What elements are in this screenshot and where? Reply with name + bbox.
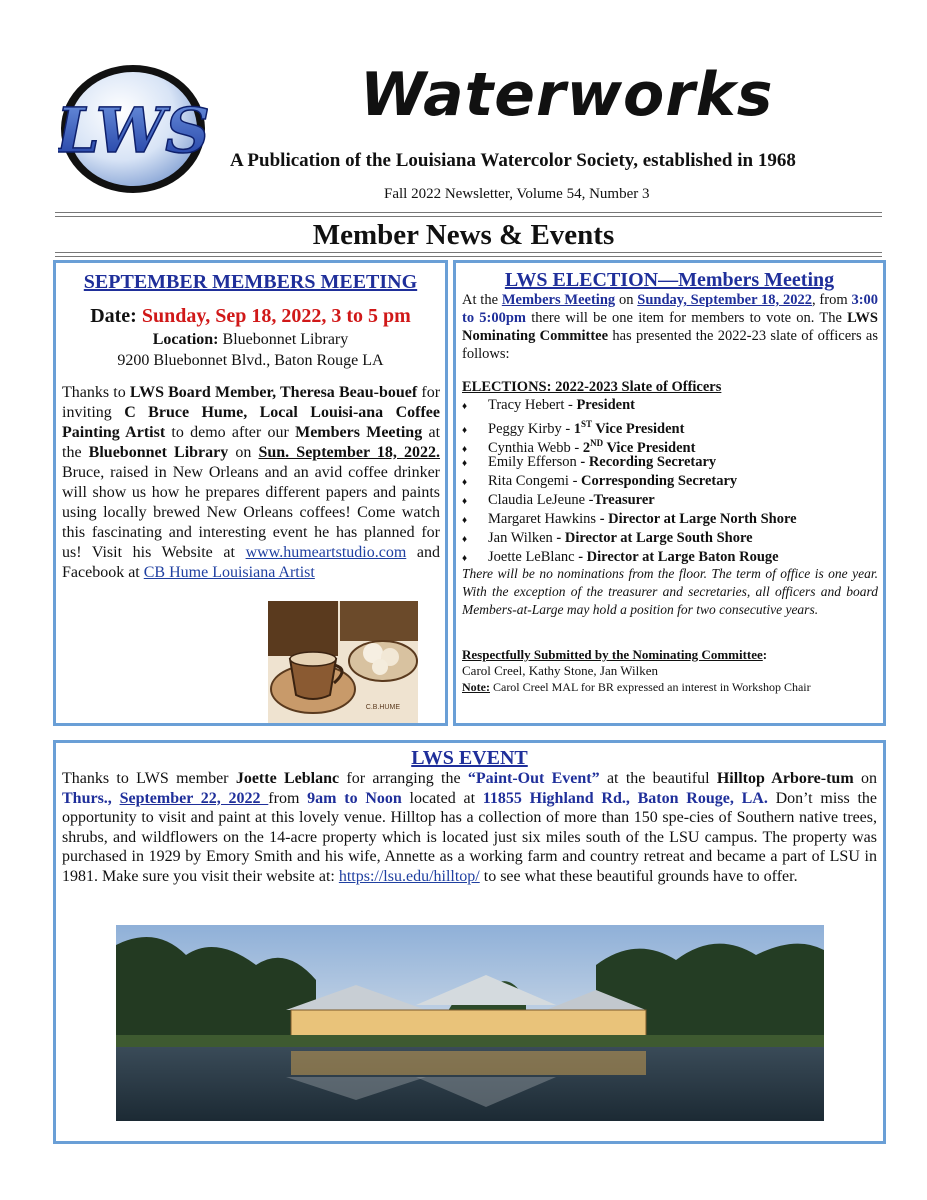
- election-title: LWS ELECTION—Members Meeting: [504, 269, 835, 291]
- meeting-date: [56, 305, 445, 328]
- header-divider: [55, 212, 882, 213]
- lws-logo: [58, 62, 208, 196]
- section-divider: [55, 256, 882, 257]
- lws-event-box: [53, 740, 886, 1144]
- diamond-bullet-icon: ♦: [462, 424, 468, 436]
- list-item: ♦ Rita Congemi - Corresponding Secretary: [462, 472, 878, 491]
- september-meeting-box: [53, 260, 448, 726]
- location-address: 9200 Bluebonnet Blvd., Baton Rouge LA: [117, 352, 384, 369]
- section-divider: [55, 252, 882, 253]
- committee-members: Carol Creel, Kathy Stone, Jan Wilken: [462, 663, 659, 678]
- date-value: Sunday, Sep 18, 2022, 3 to 5 pm: [141, 305, 411, 327]
- masthead-title: Waterworks: [360, 60, 774, 130]
- event-title: LWS EVENT: [411, 747, 528, 769]
- officer-list: [462, 396, 878, 567]
- header-divider: [55, 216, 882, 217]
- hume-facebook-link[interactable]: CB Hume Louisiana Artist: [143, 564, 315, 581]
- list-item: ♦ Joette LeBlanc - Director at Large Baton Rouge: [462, 548, 878, 567]
- painting-signature: C.B.HUME: [365, 704, 400, 711]
- diamond-bullet-icon: ♦: [462, 515, 468, 526]
- list-item: ♦ Margaret Hawkins - Director at Large North Shore: [462, 510, 878, 529]
- list-item: ♦ Cynthia Webb - 2ND Vice President: [462, 434, 878, 453]
- list-item: ♦ Jan Wilken - Director at Large South Shore: [462, 529, 878, 548]
- date-label: Date:: [90, 305, 142, 327]
- logo-text: LWS: [58, 94, 208, 167]
- nominating-committee: Respectfully Submitted by the Nominating Committee: Carol Creel, Kathy Stone, Jan Wilken Note: Carol Creel MAL for BR expressed an interest in Workshop Chair: [462, 647, 811, 694]
- event-date-link[interactable]: September 22, 2022: [119, 789, 269, 807]
- hilltop-website-link[interactable]: https://lsu.edu/hilltop/: [338, 867, 480, 885]
- list-item: ♦ Tracy Hebert - President: [462, 396, 878, 415]
- september-meeting-title: SEPTEMBER MEMBERS MEETING: [83, 271, 418, 293]
- diamond-bullet-icon: ♦: [462, 477, 468, 488]
- diamond-bullet-icon: ♦: [462, 458, 468, 469]
- section-title: Member News & Events: [312, 219, 615, 251]
- meeting-location: [56, 329, 445, 371]
- issue-info: Fall 2022 Newsletter, Volume 54, Number 3: [384, 186, 650, 202]
- publication-subtitle: A Publication of the Louisiana Watercolor Society, established in 1968: [230, 150, 796, 171]
- election-intro: At the Members Meeting on Sunday, September 18, 2022, from 3:00 to 5:00pm there will be one item for members to vote on. The LWS Nominating Committee has presented the 2022-23 slate of officers as follows:: [462, 292, 879, 362]
- diamond-bullet-icon: ♦: [462, 443, 468, 455]
- submitted-heading: Respectfully Submitted by the Nominating Committee: [462, 647, 763, 662]
- diamond-bullet-icon: ♦: [462, 534, 468, 545]
- list-item: ♦ Peggy Kirby - 1ST Vice President: [462, 415, 878, 434]
- meeting-description: Thanks to LWS Board Member, Theresa Beau-bouef for inviting C Bruce Hume, Local Louisi-ana Coffee Painting Artist to demo after our Members Meeting at the Bluebonnet Library on Sun. September 18, 2022. Bruce, raised in New Orleans and an avid coffee drinker will show us how he prepares different papers and paints using locally brewed New Orleans coffees! Come watch this fascinating and interesting event he has planned for us! Visit his Website at www.humeartstudio.com and Facebook at CB Hume Louisiana Artist: [62, 384, 441, 581]
- slate-heading: ELECTIONS: 2022-2023 Slate of Officers: [462, 379, 722, 395]
- list-item: ♦ Emily Efferson - Recording Secretary: [462, 453, 878, 472]
- note-label: Note:: [462, 680, 490, 694]
- diamond-bullet-icon: ♦: [462, 496, 468, 507]
- event-description: Thanks to LWS member Joette Leblanc for arranging the “Paint-Out Event” at the beautiful Hilltop Arbore-tum on Thurs., September 22, 2022 from 9am to Noon located at 11855 Highland Rd., Baton Rouge, LA. Don’t miss the opportunity to visit and paint at this lovely venue. Hilltop has a collection of more than 150 spe-cies of Southern native trees, shrubs, and wildflowers on the 14-acre property which is located just six miles south of the LSU campus. The property was purchased in 1929 by Emory Smith and his wife, Annette as a working farm and country retreat and became a part of LSU in 1981. Make sure you visit their website at: https://lsu.edu/hilltop/ to see what these beautiful grounds have to offer.: [62, 770, 878, 885]
- election-term-note: There will be no nominations from the floor. The term of office is one year. With the exception of the treasurer and secretaries, all officers and board Members-at-Large may hold a position for two consecutive years.: [462, 566, 878, 617]
- list-item: ♦ Claudia LeJeune -Treasurer: [462, 491, 878, 510]
- hilltop-arboretum-photo: [116, 925, 824, 1121]
- meeting-date-link[interactable]: Sunday, September 18, 2022: [637, 292, 812, 308]
- location-label: Location:: [152, 331, 219, 348]
- diamond-bullet-icon: ♦: [462, 553, 468, 564]
- members-meeting-link[interactable]: Members Meeting: [501, 292, 616, 308]
- hume-website-link[interactable]: www.humeartstudio.com: [245, 544, 407, 561]
- note-text: Carol Creel MAL for BR expressed an interest in Workshop Chair: [489, 680, 811, 694]
- diamond-bullet-icon: ♦: [462, 401, 468, 412]
- election-box: [453, 260, 886, 726]
- coffee-painting-image: [268, 601, 418, 723]
- location-name: Bluebonnet Library: [218, 331, 349, 348]
